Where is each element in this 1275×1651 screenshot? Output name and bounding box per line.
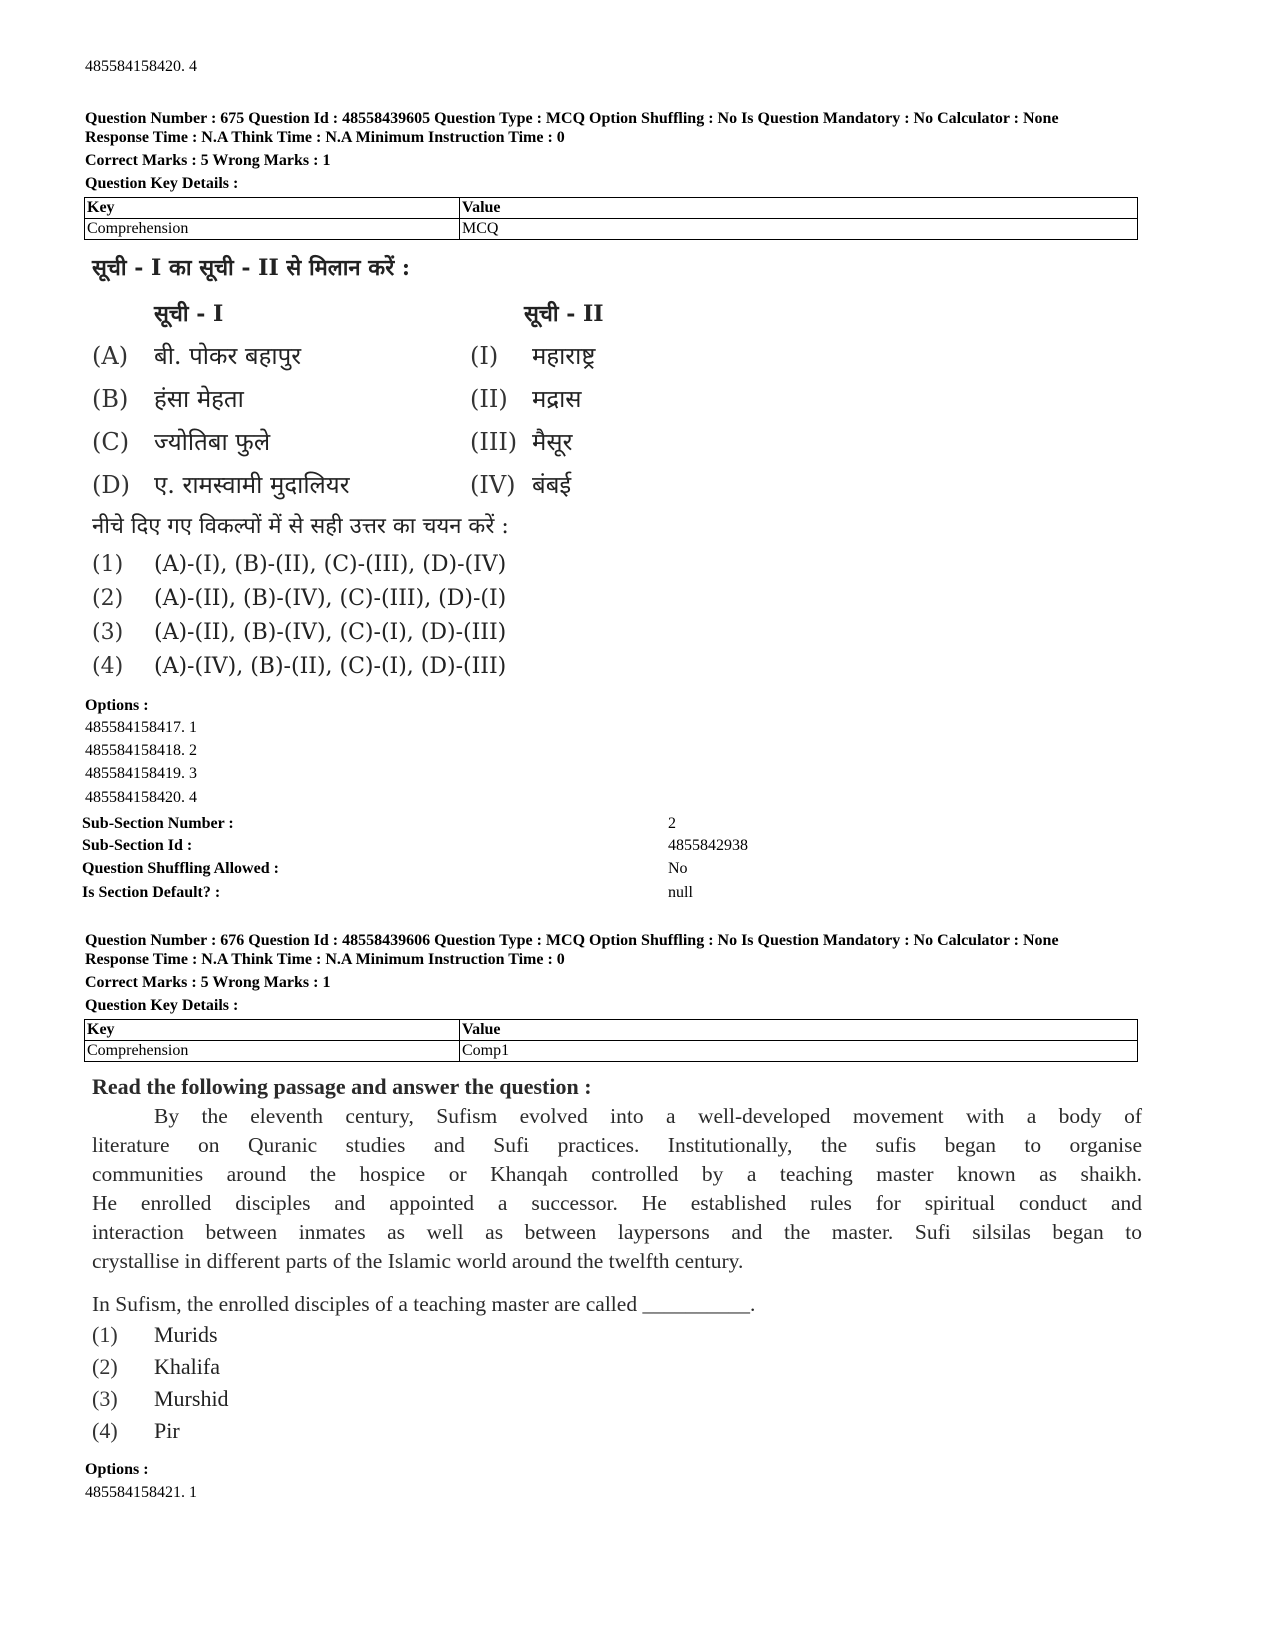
list-1-text: ए. रामस्वामी मुदालियर: [154, 471, 350, 499]
passage-line: By the eleventh century, Sufism evolved into a well-developed movement with a body of: [154, 1104, 1142, 1128]
match-list-rows: [92, 335, 692, 507]
choice-text: Murshid: [154, 1386, 229, 1411]
question-meta-line-2: Response Time : N.A Think Time : N.A Minimum Instruction Time : 0: [85, 951, 565, 968]
list-2-text: बंबई: [532, 471, 572, 499]
choice-text: Pir: [154, 1418, 180, 1443]
subsection-number-label: Sub-Section Number :: [82, 815, 234, 832]
answer-choice: [92, 616, 506, 650]
question-marks: Correct Marks : 5 Wrong Marks : 1: [85, 974, 331, 991]
list-1-text: ज्योतिबा फुले: [154, 428, 271, 456]
list-1-heading: सूची - I: [154, 301, 224, 327]
options-label: Options :: [85, 1461, 149, 1478]
list-1-text: हंसा मेहता: [154, 385, 244, 413]
list-2-text: महाराष्ट्र: [532, 342, 596, 370]
answer-choice: [92, 1351, 1142, 1383]
list-2-heading: सूची - II: [524, 301, 604, 327]
list-1-text: बी. पोकर बहापुर: [154, 342, 302, 370]
question-key-table: [84, 197, 1138, 240]
previous-option-line: 485584158420. 4: [85, 58, 197, 75]
choice-text: (A)-(II), (B)-(IV), (C)-(I), (D)-(III): [154, 620, 507, 645]
question-marks: Correct Marks : 5 Wrong Marks : 1: [85, 152, 331, 169]
question-instruction: सूची - I का सूची - II से मिलान करें :: [92, 255, 410, 281]
table-cell-value: MCQ: [460, 219, 1138, 240]
subsection-info: [82, 814, 782, 909]
choice-number: (3): [92, 620, 124, 645]
list-2-text: मद्रास: [532, 385, 582, 413]
passage-line: He enrolled disciples and appointed a successor. He established rules for spiritual conduct and: [92, 1191, 1142, 1215]
option-id: 485584158417. 1: [85, 719, 197, 736]
section-default-value: null: [668, 884, 693, 901]
passage-line: interaction between inmates as well as between laypersons and the master. Sufi silsilas began to: [92, 1220, 1142, 1244]
choice-text: (A)-(II), (B)-(IV), (C)-(III), (D)-(I): [154, 586, 507, 611]
question-key-details-label: Question Key Details :: [85, 997, 239, 1014]
list-1-number: (C): [92, 428, 130, 456]
answer-choice: [92, 1383, 1142, 1415]
choice-number: (2): [92, 1354, 118, 1379]
table-cell-key: Comprehension: [85, 219, 460, 240]
passage-line: literature on Quranic studies and Sufi practices. Institutionally, the sufis began to organise: [92, 1133, 1142, 1157]
list-2-number: (I): [470, 342, 499, 370]
option-id: 485584158419. 3: [85, 765, 197, 782]
list-1-number: (A): [92, 342, 129, 370]
subsection-id-value: 4855842938: [668, 837, 748, 854]
answer-choices: [92, 548, 506, 684]
passage-text: [92, 1102, 1142, 1276]
option-id: 485584158421. 1: [85, 1484, 197, 1501]
answer-choice: [92, 650, 506, 684]
table-header-key: Key: [85, 198, 460, 219]
question-text: In Sufism, the enrolled disciples of a teaching master are called __________.: [92, 1292, 756, 1316]
choice-number: (4): [92, 1418, 118, 1443]
list-row: [92, 464, 692, 507]
choose-instruction: नीचे दिए गए विकल्पों में से सही उत्तर का चयन करें :: [92, 514, 509, 539]
choice-number: (4): [92, 654, 124, 679]
answer-choice: [92, 1319, 1142, 1351]
section-default-label: Is Section Default? :: [82, 884, 221, 901]
choice-number: (1): [92, 552, 124, 577]
question-image-content: [92, 1074, 1142, 1447]
question-key-details-label: Question Key Details :: [85, 175, 239, 192]
list-row: [92, 335, 692, 378]
list-2-number: (II): [470, 385, 508, 413]
answer-choice: [92, 582, 506, 616]
choice-text: Murids: [154, 1322, 218, 1347]
table-cell-key: Comprehension: [85, 1041, 460, 1062]
options-label: Options :: [85, 697, 149, 714]
list-2-number: (IV): [470, 471, 516, 499]
list-row: [92, 421, 692, 464]
choice-number: (1): [92, 1322, 118, 1347]
question-shuffling-value: No: [668, 860, 688, 877]
list-1-number: (B): [92, 385, 129, 413]
choice-text: (A)-(I), (B)-(II), (C)-(III), (D)-(IV): [154, 552, 507, 577]
question-meta-line-1: Question Number : 676 Question Id : 48558439606 Question Type : MCQ Option Shuffling : No Is Question Mandatory : No Calculator : None: [85, 932, 1059, 949]
list-2-number: (III): [470, 428, 518, 456]
choice-text: Khalifa: [154, 1354, 220, 1379]
subsection-id-label: Sub-Section Id :: [82, 837, 193, 854]
list-1-number: (D): [92, 471, 130, 499]
option-id: 485584158420. 4: [85, 789, 197, 806]
question-key-table: [84, 1019, 1138, 1062]
question-meta-line-2: Response Time : N.A Think Time : N.A Minimum Instruction Time : 0: [85, 129, 565, 146]
table-cell-value: Comp1: [460, 1041, 1138, 1062]
question-shuffling-label: Question Shuffling Allowed :: [82, 860, 279, 877]
choice-number: (2): [92, 586, 124, 611]
option-id: 485584158418. 2: [85, 742, 197, 759]
answer-choice: [92, 548, 506, 582]
list-2-text: मैसूर: [532, 428, 573, 456]
table-header-value: Value: [460, 198, 1138, 219]
subsection-number-value: 2: [668, 815, 676, 832]
choice-number: (3): [92, 1386, 118, 1411]
answer-choice: [92, 1415, 1142, 1447]
question-meta-line-1: Question Number : 675 Question Id : 48558439605 Question Type : MCQ Option Shuffling : No Is Question Mandatory : No Calculator : None: [85, 110, 1059, 127]
passage-line: communities around the hospice or Khanqah controlled by a teaching master known as shaikh.: [92, 1162, 1142, 1186]
passage-line: crystallise in different parts of the Islamic world around the twelfth century.: [92, 1249, 744, 1273]
choice-text: (A)-(IV), (B)-(II), (C)-(I), (D)-(III): [154, 654, 507, 679]
table-header-value: Value: [460, 1020, 1138, 1041]
list-row: [92, 378, 692, 421]
answer-choices: [92, 1319, 1142, 1447]
table-header-key: Key: [85, 1020, 460, 1041]
passage-heading: Read the following passage and answer the question :: [92, 1074, 592, 1099]
